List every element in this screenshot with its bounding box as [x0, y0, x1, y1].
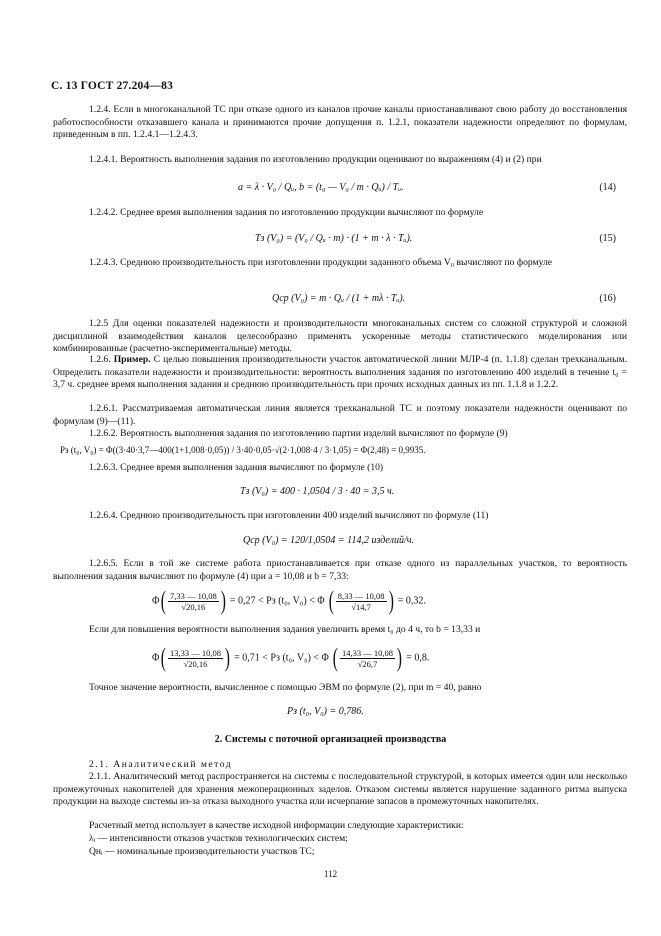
formula-11-calc: Qср (V₀) = 120/1,0504 = 114,2 изделий/ч.: [243, 535, 414, 546]
page-number: 112: [323, 869, 338, 879]
formula-10-calc: Tз (V₀) = 400 · 1,0504 / 3 · 40 = 3,5 ч.: [240, 486, 395, 497]
page-header: С. 13 ГОСТ 27.204—83: [51, 80, 174, 92]
paragraph-2-1-1: 2.1.1. Аналитический метод распространяется на системы с последовательной структурой, в которых имеется один или несколько промежуточных накопителей для хранения межоперационных заделов. Отказом системы является нарушение заданного ритма выпуска продукции на выходе системы из-за отказа выходного участка или исчерпание запасов в промежуточных накопителях.: [53, 771, 627, 807]
ineq1-right-numerator: 8,33 — 10,08: [337, 590, 385, 601]
ineq2-left-numerator: 13,33 — 10,08: [169, 647, 221, 658]
paragraph-1-2-6-1: 1.2.6.1. Рассматриваемая автоматическая линия является трехканальной ТС и поэтому показатели надежности оценивают по формулам (9)—(11).: [53, 403, 627, 427]
paragraph-increase-time: Если для повышения вероятности выполнения задания увеличить время t₀ до 4 ч, то b = 13,33 и: [89, 624, 481, 635]
ineq2-right-numerator: 14,33 — 10,08: [342, 647, 394, 658]
paragraph-1-2-4: 1.2.4. Если в многоканальной ТС при отказе одного из каналов прочие каналы приостанавливают свою работу до восстановления работоспособности отказавшего канала и принимаются прочие допущения п. 1.2.1, показатели надежности определяют по формулам, приведенным в пп. 1.2.4.1—1.2.4.3.: [53, 104, 627, 140]
formula-16-number: (16): [599, 293, 616, 304]
item-q-nominal: Qнᵢ — номинальные производительности участков ТС;: [89, 846, 315, 857]
paragraph-1-2-6-5: 1.2.6.5. Если в той же системе работа приостанавливается при отказе одного из параллельных участков, то вероятность выполнения задания вычисляют по формуле (4) при a = 10,08 и b = 7,33:: [53, 558, 627, 582]
formula-exact-result: Pз (t₀, V₀) = 0,786.: [287, 706, 364, 717]
ineq1-left-denominator: √20,16: [168, 601, 219, 612]
inequality-2: Φ( $\frac{13,33 — 10,08}{√20,16}$ ) = 0,71 < Pз (t₀, V₀) < Φ ( $\frac{14,33 — 10,08}{√26,7}$ ) = 0,8.: [152, 643, 430, 672]
ineq1-right-denominator: √14,7: [336, 601, 387, 612]
paragraph-1-2-5: 1.2.5 Для оценки показателей надежности и производительности многоканальных систем со сложной структурой и сложной дисциплиной взаимодействия каналов целесообразно применять ускоренные методы статистического моделирования или комбинированные (расчетно-экспериментальные) методы.: [53, 318, 627, 354]
ineq1-result: = 0,32.: [397, 595, 426, 607]
paragraph-input-data: Расчетный метод использует в качестве исходной информации следующие характеристики:: [89, 820, 464, 831]
subsection-2-1: 2.1. Аналитический метод: [89, 759, 233, 770]
item-lambda: λᵢ — интенсивности отказов участков технологических систем;: [89, 833, 348, 844]
paragraph-1-2-4-2: 1.2.4.2. Среднее время выполнения задания по изготовлению продукции вычисляют по формуле: [89, 207, 484, 218]
paragraph-exact-value: Точное значение вероятности, вычисленное с помощью ЭВМ по формуле (2), при m = 40, равно: [89, 682, 482, 693]
formula-15-number: (15): [599, 233, 616, 244]
ineq1-left-numerator: 7,33 — 10,08: [169, 590, 217, 601]
formula-14: a = λ · V₀ / Qᵤ, b = (t₀ — V₀ / m · Qᵤ) / Tᵤ.: [238, 182, 404, 193]
paragraph-1-2-6: [53, 354, 627, 392]
paragraph-1-2-4-1: 1.2.4.1. Вероятность выполнения задания по изготовлению продукции оценивают по выражениям (4) и (2) при: [89, 154, 542, 165]
ineq2-middle: = 0,71 < Pз (t₀, V₀) < Φ: [234, 652, 329, 664]
paragraph-1-2-6-2: 1.2.6.2. Вероятность выполнения задания по изготовлению партии изделий вычисляют по формуле (9): [89, 428, 508, 439]
section-title: 2. Системы с поточной организацией производства: [214, 734, 447, 745]
paragraph-1-2-4-3: 1.2.4.3. Среднюю производительность при изготовлении продукции заданного объема V₀ вычисляют по формуле: [89, 257, 553, 268]
paragraph-1-2-6-4: 1.2.6.4. Среднюю производительность при изготовлении 400 изделий вычисляют по формуле (11): [89, 510, 489, 521]
formula-14-number: (14): [599, 182, 616, 193]
formula-9-calc: Pз (t₀, V₀) = Φ((3·40·3,7—400(1+1,008·0,05)) / 3·40·0,05·√(2·1,008·4 / 3·1,05) = Φ(2,48) = 0,9935.: [60, 445, 426, 455]
ineq1-middle: = 0,27 < Pз (t₀, V₀) < Φ: [229, 595, 325, 607]
ineq2-left-denominator: √20,16: [168, 658, 223, 669]
paragraph-number: 1.2.6.: [89, 354, 111, 365]
example-label: Пример.: [113, 354, 151, 365]
paragraph-1-2-6-3: 1.2.6.3. Среднее время выполнения задания вычисляют по формуле (10): [89, 462, 384, 473]
example-text: С целью повышения производительности участок автоматической линии МЛР-4 (п. 1.1.8) сделан трехканальным. Определить показатели надежности и производительности: вероятность выполнения задания по изготовлению 400 изделий в течение t₀ = 3,7 ч. среднее время выполнения задания и среднюю производительность при прочих исходных данных из пп. 1.1.8 и 1.2.2.: [53, 354, 627, 390]
formula-16: Qср (V₀) = m · Qᵤ / (1 + mλ · Tᵤ).: [272, 293, 406, 304]
formula-15: Tз (V₀) = (V₀ / Qᵤ · m) · (1 + m · λ · Tᵤ).: [255, 233, 413, 244]
ineq2-right-denominator: √26,7: [340, 658, 395, 669]
ineq2-result: = 0,8.: [406, 652, 430, 664]
inequality-1: Φ( $\frac{7,33 — 10,08}{√20,16}$ ) = 0,27 < Pз (t₀, V₀) < Φ ( $\frac{8,33 — 10,08}{√14,7}$ ) = 0,32.: [152, 586, 426, 615]
